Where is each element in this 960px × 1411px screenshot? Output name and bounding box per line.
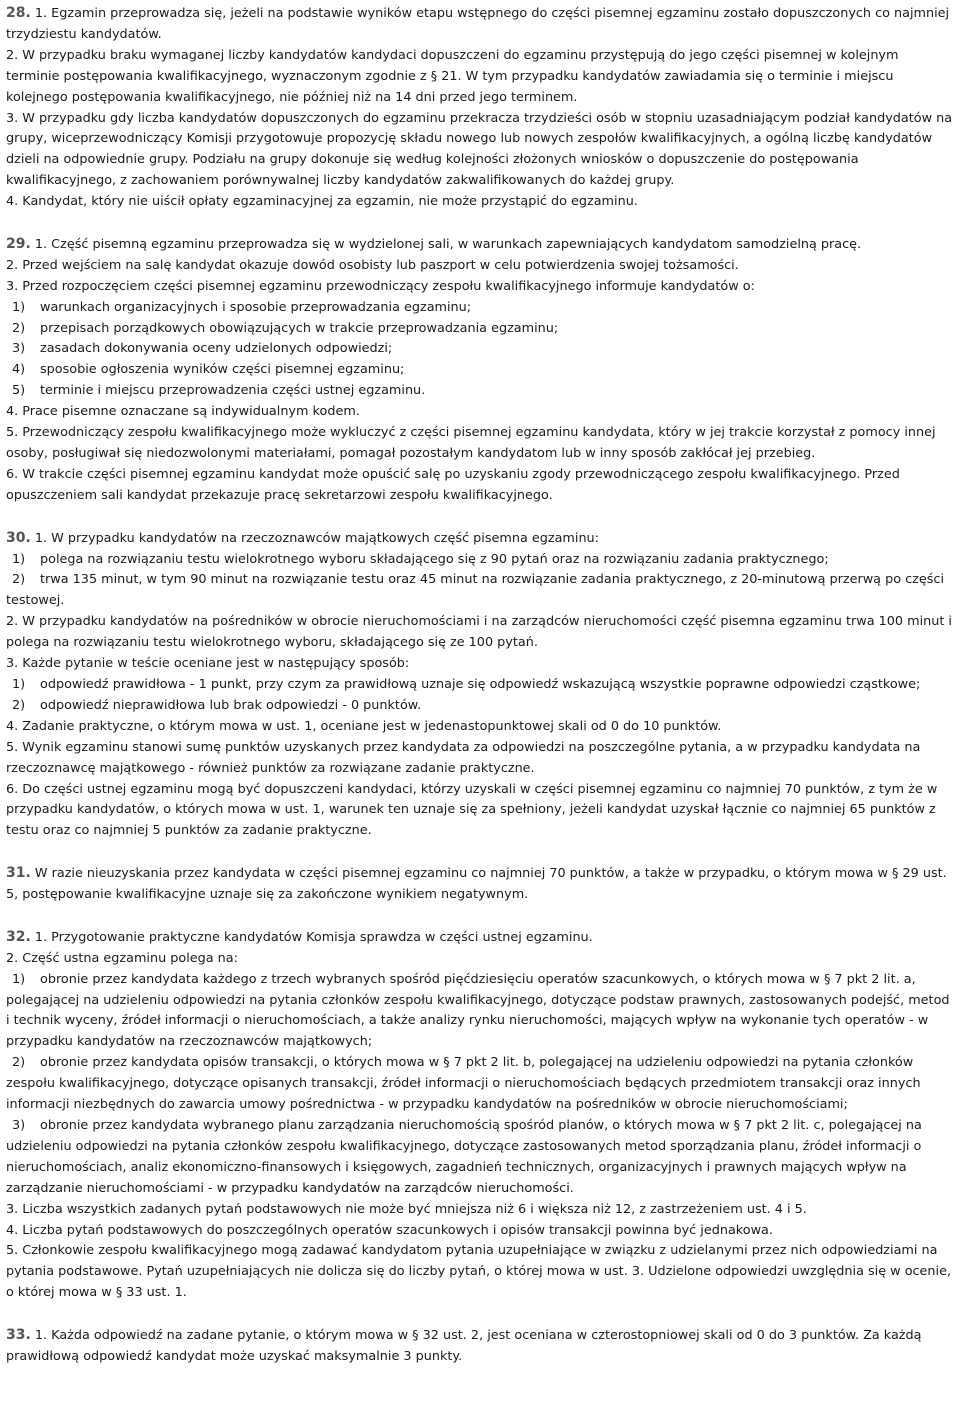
paragraph-body: 3. Liczba wszystkich zadanych pytań podstawowych nie może być mniejsza niż 6 i większa niż 12, z zastrzeżeniem ust. 4 i 5. (6, 1201, 807, 1217)
paragraph-section-32 (6, 927, 954, 1304)
list-item-text: trwa 135 minut, w tym 90 minut na rozwiązanie testu oraz 45 minut na rozwiązanie zadania praktycznego, z 20-minutową przerwą po części testowej. (6, 572, 944, 609)
list-item-number: 2) (12, 697, 26, 713)
list-item (6, 675, 954, 696)
section-number: 28. (6, 5, 31, 21)
list-item-number: 1) (12, 299, 26, 315)
list-item (6, 360, 954, 381)
list-item-number: 2) (12, 572, 26, 588)
list-item (6, 550, 954, 571)
paragraph-text (6, 109, 954, 193)
list-item-text: sposobie ogłoszenia wyników części pisemnej egzaminu; (40, 362, 405, 378)
list-item (6, 696, 954, 717)
paragraph-text (6, 738, 954, 780)
paragraph-body: W razie nieuzyskania przez kandydata w części pisemnej egzaminu co najmniej 70 punktów, a także w przypadku, o którym mowa w § 29 ust. 5, postępowanie kwalifikacyjne uznaje się za zakończone wynikiem negatywnym. (6, 866, 947, 903)
paragraph-text (6, 465, 954, 507)
paragraph-text (6, 1200, 954, 1221)
paragraph-body: 3. Przed rozpoczęciem części pisemnej egzaminu przewodniczący zespołu kwalifikacyjnego informuje kandydatów o: (6, 278, 755, 294)
list-item-text: polega na rozwiązaniu testu wielokrotnego wyboru składającego się z 90 pytań oraz na rozwiązaniu zadania praktycznego; (40, 551, 829, 567)
paragraph-text (6, 528, 954, 550)
list-item (6, 319, 954, 340)
list-item-text: warunkach organizacyjnych i sposobie przeprowadzania egzaminu; (40, 299, 472, 315)
list-item-number: 2) (12, 320, 26, 336)
paragraph-text (6, 780, 954, 843)
paragraph-text (6, 1221, 954, 1242)
paragraph-text (6, 423, 954, 465)
list-item-number: 5) (12, 383, 26, 399)
paragraph-body: 2. Przed wejściem na salę kandydat okazuje dowód osobisty lub paszport w celu potwierdzenia swojej tożsamości. (6, 257, 739, 273)
paragraph-body: 1. Część pisemną egzaminu przeprowadza się w wydzielonej sali, w warunkach zapewniających kandydatom samodzielną pracę. (34, 236, 862, 252)
list-item-number: 3) (12, 341, 26, 357)
list-item (6, 339, 954, 360)
section-spacer (6, 1304, 954, 1325)
paragraph-body: 1. Każda odpowiedź na zadane pytanie, o którym mowa w § 32 ust. 2, jest oceniana w czterostopniowej skali od 0 do 3 punktów. Za każdą prawidłową odpowiedź kandydat może uzyskać maksymalnie 3 punkty. (6, 1328, 922, 1364)
section-spacer (6, 906, 954, 927)
list-item-text: obronie przez kandydata każdego z trzech wybranych spośród pięćdziesięciu operatów szacunkowych, o których mowa w § 7 pkt 2 lit. a, polegającej na udzieleniu odpowiedzi na pytania członków zespołu kwalifikacyjnego, dotyczące podstaw prawnych, zastosowanych podejść, metod i technik wyceny, źródeł informacji o nieruchomościach, a także analizy rynku nieruchomości, mających wpływ na wykonanie tych operatów - w przypadku kandydatów na rzeczoznawców majątkowych; (6, 971, 950, 1050)
paragraph-body: 1. Egzamin przeprowadza się, jeżeli na podstawie wyników etapu wstępnego do części pisemnej egzaminu zostało dopuszczonych co najmniej trzydziestu kandydatów. (6, 6, 950, 42)
paragraph-section-33 (6, 1325, 954, 1368)
paragraph-text (6, 402, 954, 423)
paragraph-text (6, 654, 954, 675)
section-spacer (6, 507, 954, 528)
paragraph-text (6, 277, 954, 298)
paragraph-body: 2. W przypadku kandydatów na pośredników w obrocie nieruchomościami i na zarządców nieruchomości część pisemna egzaminu trwa 100 minut i polega na rozwiązaniu testu wielokrotnego wyboru, składającego się ze 100 pytań. (6, 614, 952, 651)
list-item-text: obronie przez kandydata wybranego planu zarządzania nieruchomością spośród planów, o których mowa w § 7 pkt 2 lit. c, polegającej na udzieleniu odpowiedzi na pytania członków zespołu kwalifikacyjnego, dotyczące zastosowanych metod sporządzania planu, źródeł informacji o nieruchomościach, analiz ekonomiczno-finansowych i księgowych, zagadnień technicznych, organizacyjnych i prawnych mających wpływ na zarządzanie nieruchomościami - w przypadku kandydatów na zarządców nieruchomości. (6, 1117, 922, 1196)
list-item-number: 1) (12, 551, 26, 567)
list-item-number: 3) (12, 1117, 26, 1133)
paragraph-body: 1. Przygotowanie praktyczne kandydatów Komisja sprawdza w części ustnej egzaminu. (34, 929, 593, 945)
paragraph-body: 3. Każde pytanie w teście oceniane jest w następujący sposób: (6, 656, 410, 672)
section-number: 29. (6, 235, 31, 252)
paragraph-body: 4. Kandydat, który nie uiścił opłaty egzaminacyjnej za egzamin, nie może przystąpić do egzaminu. (6, 194, 638, 210)
list-item (6, 1116, 954, 1200)
list-item-text: przepisach porządkowych obowiązujących w trakcie przeprowadzania egzaminu; (40, 320, 559, 336)
paragraph-text (6, 612, 954, 654)
list-item (6, 381, 954, 402)
list-item (6, 970, 954, 1054)
paragraph-body: 5. Członkowie zespołu kwalifikacyjnego mogą zadawać kandydatom pytania uzupełniające w związku z udzielanymi przez nich odpowiedziami na pytania podstawowe. Pytań uzupełniających nie dolicza się do liczby pytań, o której mowa w ust. 3. Udzielone odpowiedzi uwzględnia się w ocenie, o której mowa w § 33 ust. 1. (6, 1243, 952, 1301)
paragraph-section-29 (6, 234, 954, 507)
paragraph-text (6, 234, 954, 256)
paragraph-body: 5. Przewodniczący zespołu kwalifikacyjnego może wykluczyć z części pisemnej egzaminu kandydata, który w jej trakcie korzystał z pomocy innej osoby, posługiwał się niedozwolonymi materiałami, pomagał pozostałym kandydatom lub w inny sposób zakłócał jej przebieg. (6, 425, 936, 462)
paragraph-body: 1. W przypadku kandydatów na rzeczoznawców majątkowych część pisemna egzaminu: (34, 530, 599, 546)
paragraph-text (6, 1241, 954, 1304)
paragraph-section-31 (6, 863, 954, 906)
list-item-text: odpowiedź nieprawidłowa lub brak odpowiedzi - 0 punktów. (40, 697, 422, 713)
list-item (6, 1053, 954, 1116)
paragraph-body: 5. Wynik egzaminu stanowi sumę punktów uzyskanych przez kandydata za odpowiedzi na poszczególne pytania, a w przypadku kandydata na rzeczoznawcę majątkowego - również punktów za rozwiązane zadanie praktyczne. (6, 739, 921, 776)
list-item-text: obronie przez kandydata opisów transakcji, o których mowa w § 7 pkt 2 lit. b, polegającej na udzieleniu odpowiedzi na pytania członków zespołu kwalifikacyjnego, dotyczące opisanych transakcji, źródeł informacji o nieruchomościach będących przedmiotem transakcji oraz innych informacji niezbędnych do zawarcia umowy pośrednictwa - w przypadku kandydatów na pośredników w obrocie nieruchomościami; (6, 1055, 921, 1113)
paragraph-section-28 (6, 3, 954, 213)
paragraph-section-30 (6, 528, 954, 843)
list-item-number: 2) (12, 1055, 26, 1071)
paragraph-text (6, 1325, 954, 1368)
paragraph-body: 6. W trakcie części pisemnej egzaminu kandydat może opuścić salę po uzyskaniu zgody przewodniczącego zespołu kwalifikacyjnego. Przed opuszczeniem sali kandydat przekazuje pracę sekretarzowi zespołu kwalifikacyjnego. (6, 466, 900, 503)
list-item-text: zasadach dokonywania oceny udzielonych odpowiedzi; (40, 341, 393, 357)
paragraph-body: 2. Część ustna egzaminu polega na: (6, 950, 238, 966)
list-item-text: odpowiedź prawidłowa - 1 punkt, przy czym za prawidłową uznaje się odpowiedź wskazującą wszystkie poprawne odpowiedzi cząstkowe; (40, 676, 921, 692)
section-number: 31. (6, 865, 31, 882)
paragraph-text (6, 46, 954, 109)
section-number: 33. (6, 1327, 31, 1344)
paragraph-body: 3. W przypadku gdy liczba kandydatów dopuszczonych do egzaminu przekracza trzydzieści osób w stopniu uzasadniającym podział kandydatów na grupy, wiceprzewodniczący Komisji przygotowuje propozycję składu nowego lub nowych zespołów kwalifikacyjnych, a ogólną liczbę kandydatów dzieli na odpowiednie grupy. Podziału na grupy dokonuje się według kolejności złożonych wniosków o dopuszczenie do postępowania kwalifikacyjnego, z zachowaniem porównywalnej liczby kandydatów zakwalifikowanych do każdej grupy. (6, 110, 953, 189)
paragraph-text (6, 256, 954, 277)
paragraph-body: 6. Do części ustnej egzaminu mogą być dopuszczeni kandydaci, którzy uzyskali w części pisemnej egzaminu co najmniej 70 punktów, z tym że w przypadku kandydatów, o których mowa w ust. 1, warunek ten uznaje się za spełniony, jeżeli kandydat uzyskał łącznie co najmniej 65 punktów z testu oraz co najmniej 5 punktów za zadanie praktyczne. (6, 781, 938, 839)
section-spacer (6, 213, 954, 234)
paragraph-body: 4. Liczba pytań podstawowych do poszczególnych operatów szacunkowych i opisów transakcji powinna być jednakowa. (6, 1222, 773, 1238)
section-spacer (6, 842, 954, 863)
list-item (6, 298, 954, 319)
paragraph-body: 4. Zadanie praktyczne, o którym mowa w ust. 1, oceniane jest w jedenastopunktowej skali od 0 do 10 punktów. (6, 718, 722, 734)
list-item-number: 1) (12, 676, 26, 692)
list-item-text: terminie i miejscu przeprowadzenia części ustnej egzaminu. (40, 383, 426, 399)
paragraph-text (6, 949, 954, 970)
document-page (6, 3, 954, 1368)
list-item-number: 4) (12, 362, 26, 378)
section-number: 30. (6, 529, 31, 546)
paragraph-text (6, 863, 954, 906)
section-number: 32. (6, 928, 31, 945)
paragraph-text (6, 192, 954, 213)
paragraph-text (6, 717, 954, 738)
paragraph-body: 4. Prace pisemne oznaczane są indywidualnym kodem. (6, 404, 360, 420)
list-item-number: 1) (12, 971, 26, 987)
list-item (6, 570, 954, 612)
paragraph-body: 2. W przypadku braku wymaganej liczby kandydatów kandydaci dopuszczeni do egzaminu przystępują do jego części pisemnej w kolejnym terminie postępowania kwalifikacyjnego, wyznaczonym zgodnie z § 21. W tym przypadku kandydatów zawiadamia się o terminie i miejscu kolejnego postępowania kwalifikacyjnego, nie później niż na 14 dni przed jego terminem. (6, 47, 899, 105)
paragraph-text (6, 927, 954, 949)
paragraph-text (6, 3, 954, 46)
